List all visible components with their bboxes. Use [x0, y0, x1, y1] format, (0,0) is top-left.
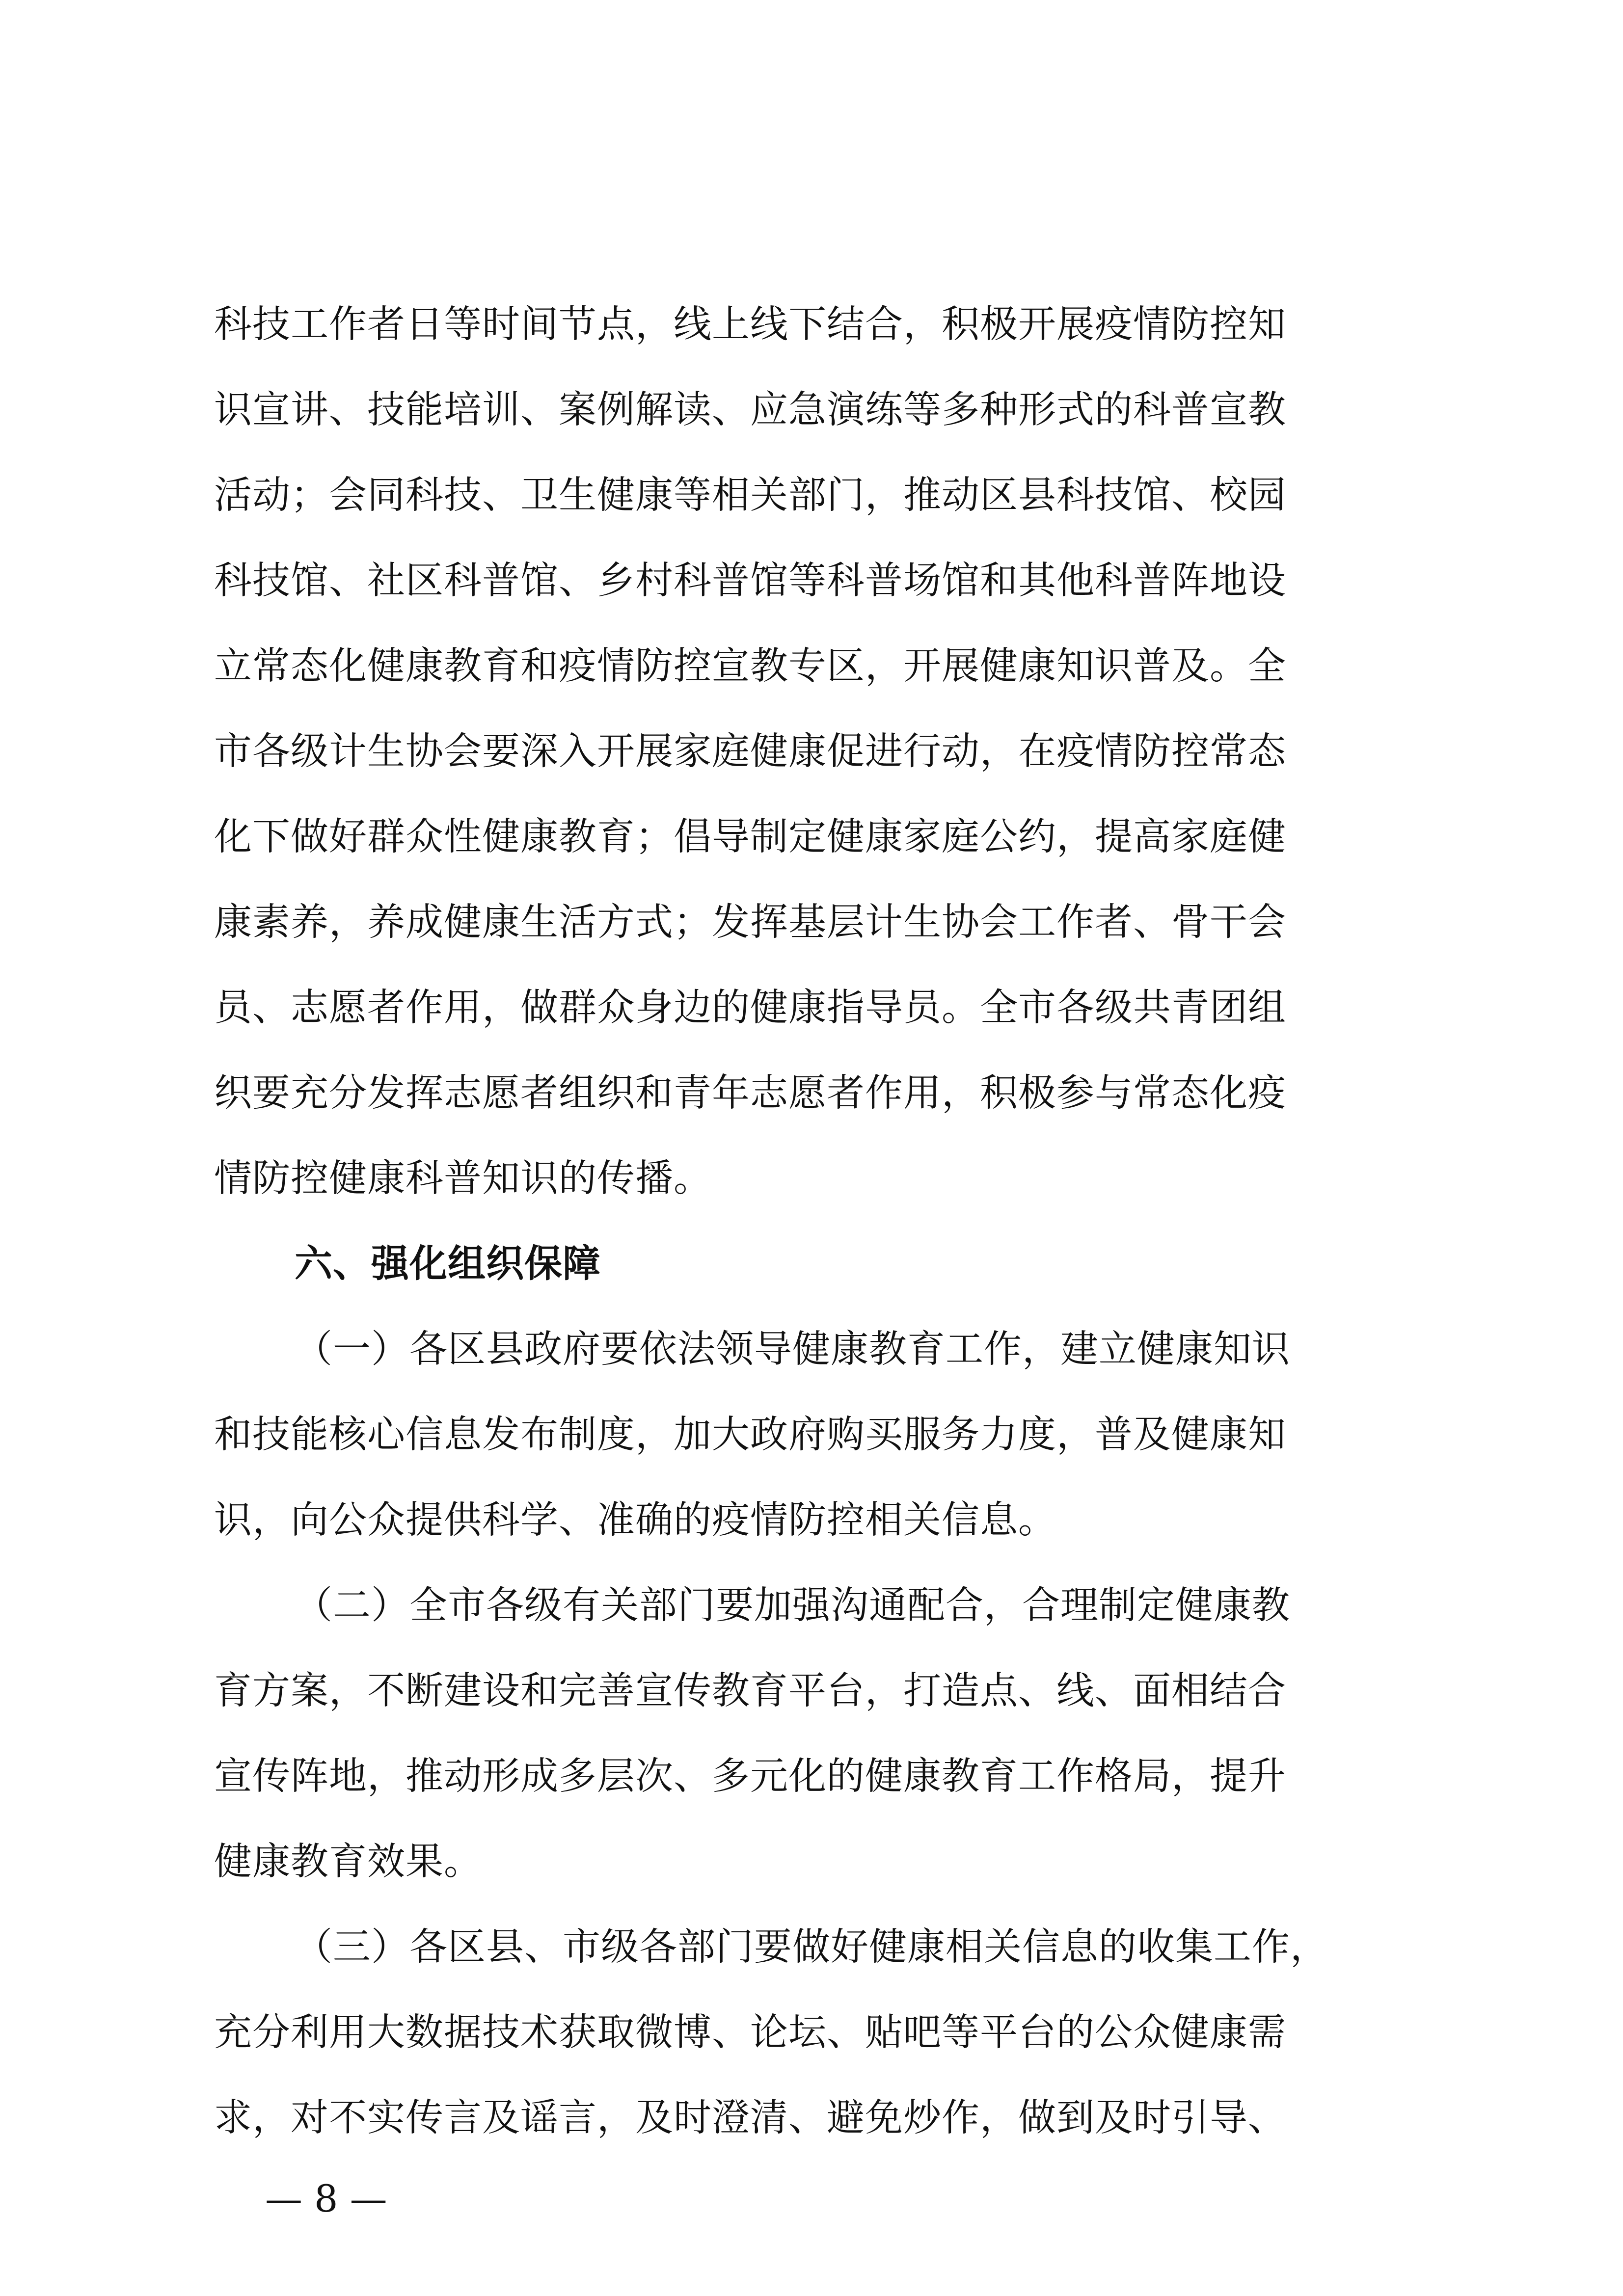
paragraph-line: 充分利用大数据技术获取微博、论坛、贴吧等平台的公众健康需 [214, 2011, 1286, 2055]
paragraph-line: 育方案，不断建设和完善宣传教育平台，打造点、线、面相结合 [214, 1669, 1286, 1713]
paragraph-line: 健康教育效果。 [214, 1840, 482, 1884]
paragraph-line: 康素养，养成健康生活方式；发挥基层计生协会工作者、骨干会 [214, 901, 1286, 944]
paragraph-line: 识，向公众提供科学、准确的疫情防控相关信息。 [214, 1498, 1056, 1542]
paragraph-line: 员、志愿者作用，做群众身边的健康指导员。全市各级共青团组 [214, 986, 1286, 1030]
section-heading: 六、强化组织保障 [295, 1242, 601, 1286]
paragraph-line: 织要充分发挥志愿者组织和青年志愿者作用，积极参与常态化疫 [214, 1071, 1286, 1115]
paragraph-one [214, 1307, 1417, 1563]
paragraph-line: 情防控健康科普知识的传播。 [214, 1157, 712, 1201]
paragraph-line: 科技工作者日等时间节点，线上线下结合，积极开展疫情防控知 [214, 303, 1286, 347]
paragraph-line: 化下做好群众性健康教育；倡导制定健康家庭公约，提高家庭健 [214, 815, 1286, 859]
page-number: — 8 — [265, 2177, 387, 2220]
paragraph-line: （三）各区县、市级各部门要做好健康相关信息的收集工作， [295, 1925, 1328, 1969]
continuation-paragraph [214, 282, 1417, 1222]
paragraph-line: 科技馆、社区科普馆、乡村科普馆等科普场馆和其他科普阵地设 [214, 559, 1286, 603]
paragraph-line: 活动；会同科技、卫生健康等相关部门，推动区县科技馆、校园 [214, 474, 1286, 517]
paragraph-line: 求，对不实传言及谣言，及时澄清、避免炒作，做到及时引导、 [214, 2096, 1286, 2140]
paragraph-line: 识宣讲、技能培训、案例解读、应急演练等多种形式的科普宣教 [214, 388, 1286, 432]
paragraph-two [214, 1563, 1417, 1905]
paragraph-three [214, 1905, 1417, 2161]
paragraph-line: 宣传阵地，推动形成多层次、多元化的健康教育工作格局，提升 [214, 1755, 1286, 1798]
paragraph-line: 市各级计生协会要深入开展家庭健康促进行动，在疫情防控常态 [214, 730, 1286, 774]
paragraph-line: 和技能核心信息发布制度，加大政府购买服务力度，普及健康知 [214, 1413, 1286, 1457]
paragraph-line: （二）全市各级有关部门要加强沟通配合，合理制定健康教 [295, 1584, 1290, 1628]
paragraph-line: （一）各区县政府要依法领导健康教育工作，建立健康知识 [295, 1328, 1290, 1371]
paragraph-line: 立常态化健康教育和疫情防控宣教专区，开展健康知识普及。全 [214, 644, 1286, 688]
